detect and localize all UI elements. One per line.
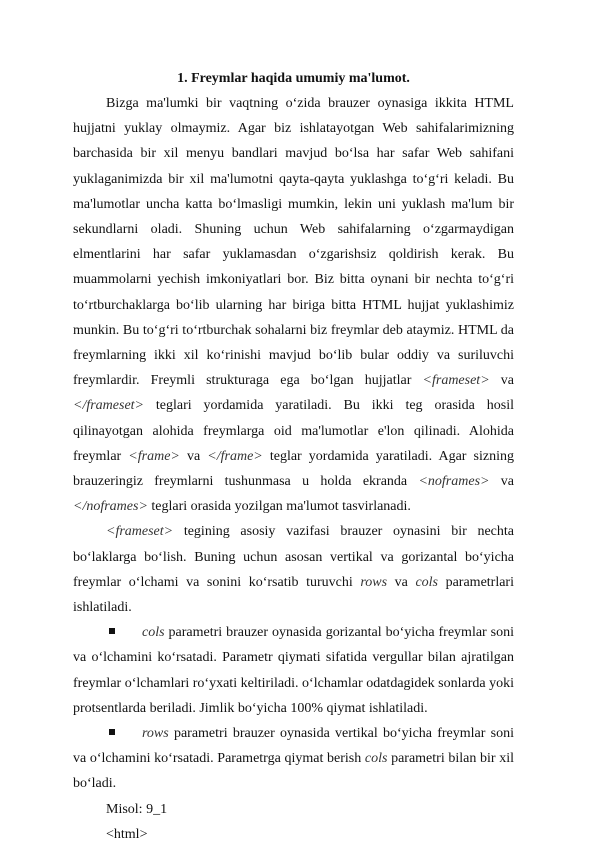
intro-paragraph: Bizga ma'lumki bir vaqtning o‘zida brauzer oynasiga ikkita HTML hujjatni yuklay olmaymiz. Agar biz ishlatayotgan Web sahifalarimizning barchasida bir xil menyu bandlari mavjud bo‘lsa har safar Web sahifani yuklaganimizda bir xil ma'lumotni qayta-qayta yuklashga to‘g‘ri keladi. Bu ma'lumotlar uncha katta bo‘lmasligi mumkin, lekin uni yuklash ma'lum bir sekundlarni oladi. Shuning uchun Web sahifalarning o‘zgarmaydigan elmentlarini har safar yuklamasdan o‘zgarishsiz qoldirish kerak. Bu muammolarni yechish imkoniyatlari bor. Biz bitta oynani bir nechta to‘g‘ri to‘rtburchaklarga bo‘lib ularning har biriga bitta HTML hujjat yuklashimiz munkin. Bu to‘g‘ri to‘rtburchak sohalarni biz freymlar deb ataymiz. HTML da freymlarning ikki xil ko‘rinishi mavjud bo‘lib bular oddiy va suriluvchi freymlardir. Freymli strukturaga ega bo‘lgan hujjatlar <frameset> va </frameset> teglari yordamida yaratiladi. Bu ikki teg orasida hosil qilinayotgan alohida freymlarga oid ma'lumotlar e'lon qilinadi. Alohida freymlar <frame> va </frame> teglar yordamida yaratiladi. Agar sizning brauzeringiz freymlarni tushunmasa u holda ekranda <noframes> va </noframes> teglari orasida yozilgan ma'lumot tasvirlanadi. xyxy=(73,96,515,515)
code-line: <html> xyxy=(106,826,148,842)
param-rows: rows xyxy=(360,574,388,590)
tag-frameset-open: <frameset> xyxy=(422,373,490,389)
bullet-square-icon xyxy=(109,729,115,735)
tag-frame-open: <frame> xyxy=(128,448,180,464)
bullet-rows: rows parametri brauzer oynasida vertikal bo‘yicha freymlar soni va o‘lchamini ko‘rsatadi. Parametrga qiymat berish cols parametri bilan bir xil bo‘ladi. xyxy=(73,726,514,792)
frameset-paragraph: <frameset> tegining asosiy vazifasi brauzer oynasini bir nechta bo‘laklarga bo‘lish. Buning uchun asosan vertikal va gorizantal bo‘yicha freymlar o‘lchami va sonini ko‘rsatib turuvchi rows va cols parametrlari ishlatiladi. xyxy=(73,524,514,616)
param-cols: cols xyxy=(415,574,438,590)
example-label: Misol: 9_1 xyxy=(106,801,168,817)
section-heading: 1. Freymlar haqida umumiy ma'lumot. xyxy=(177,71,410,86)
tag-noframes-open: <noframes> xyxy=(418,474,490,490)
tag-frame-close: </frame> xyxy=(207,448,263,464)
tag-frameset: <frameset> xyxy=(106,524,174,540)
tag-frameset-close: </frameset> xyxy=(73,398,144,414)
bullet-cols: cols parametri brauzer oynasida gorizantal bo‘yicha freymlar soni va o‘lchamini ko‘rsatadi. Parametr qiymati sifatida vergullar bilan ajratilgan freymlar o‘lchamlari ro‘yxati keltiriladi. o‘lchamlar odatdagidek sonlarda yoki protsentlarda beriladi. Jimlik bo‘yicha 100% qiymat ishlatiladi. xyxy=(73,625,514,716)
bullet-square-icon xyxy=(109,628,115,634)
tag-noframes-close: </noframes> xyxy=(73,499,148,515)
